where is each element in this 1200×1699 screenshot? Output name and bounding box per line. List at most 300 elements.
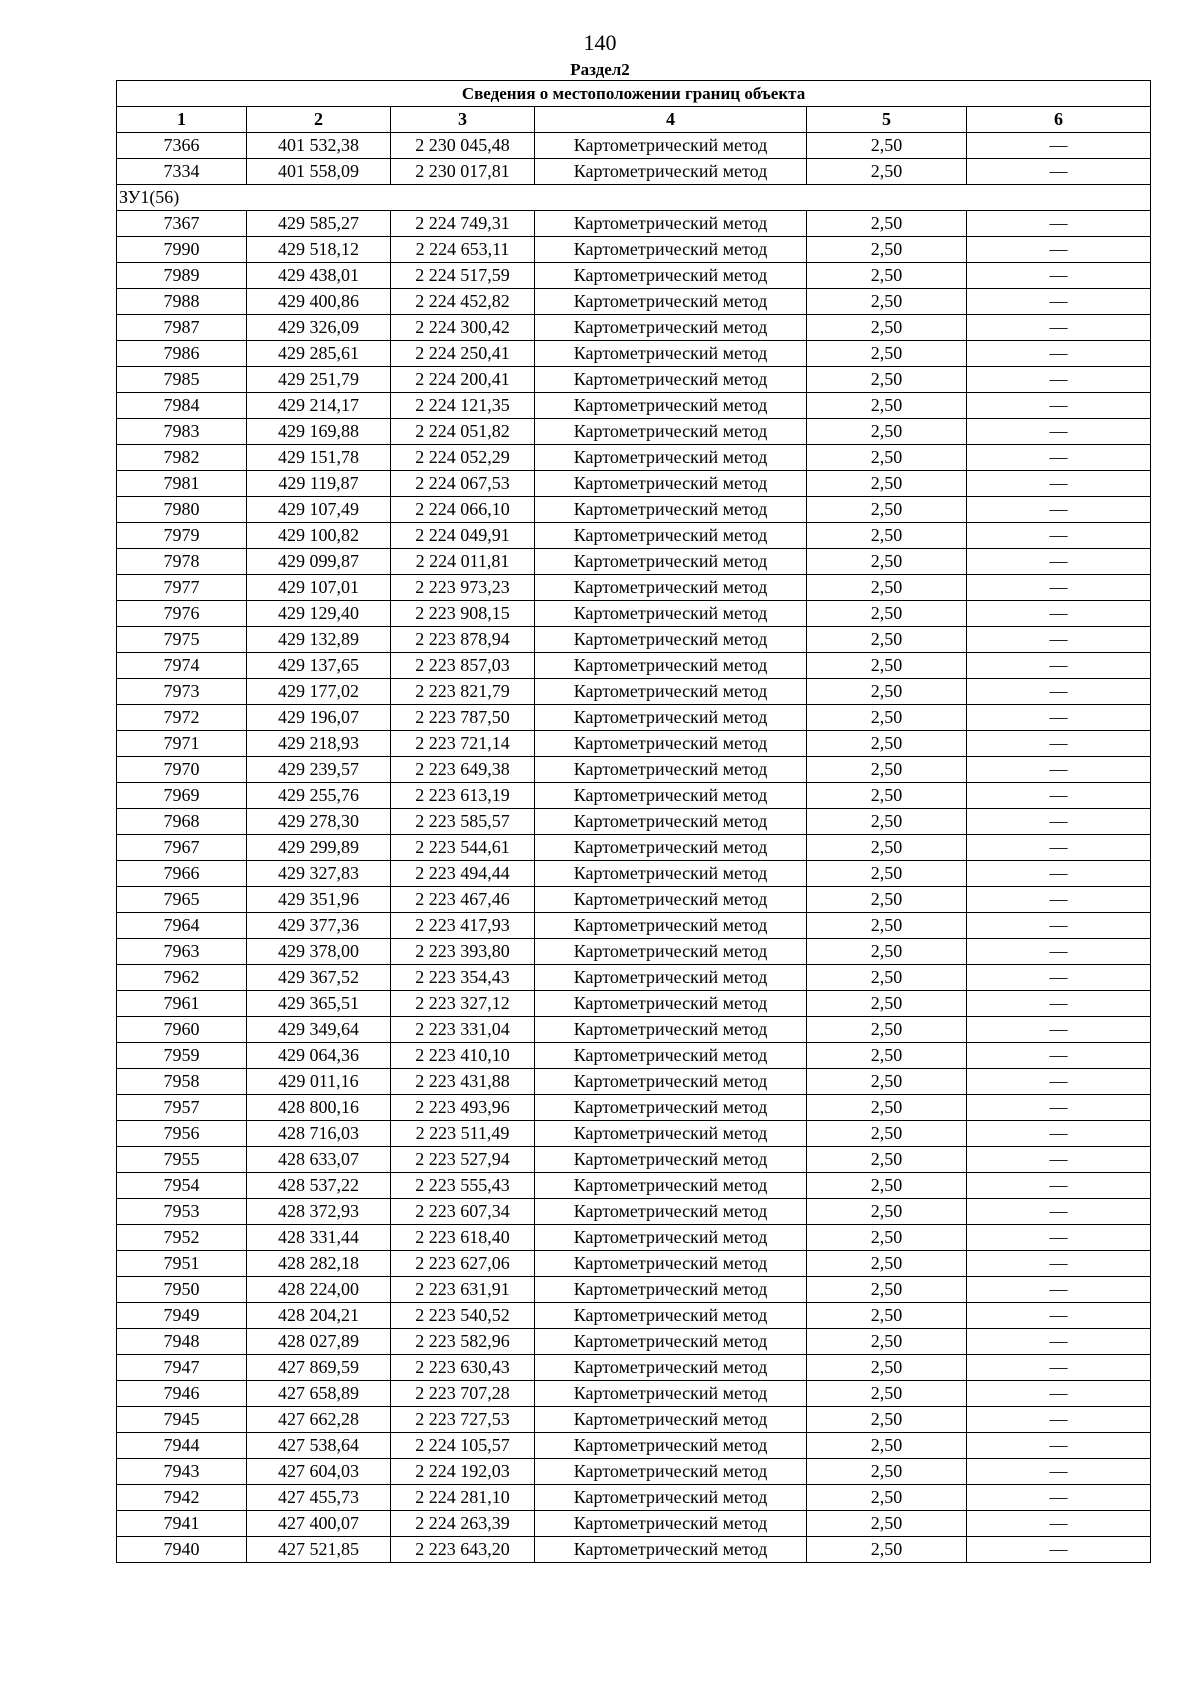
table-row: [117, 809, 1151, 835]
table-cell: Картометрический метод: [535, 809, 807, 835]
table-cell: —: [967, 445, 1151, 471]
table-cell: 429 218,93: [247, 731, 391, 757]
table-cell: 429 239,57: [247, 757, 391, 783]
table-cell: 2,50: [807, 419, 967, 445]
table-cell: 429 255,76: [247, 783, 391, 809]
table-cell: Картометрический метод: [535, 159, 807, 185]
table-cell: Картометрический метод: [535, 1329, 807, 1355]
table-cell: —: [967, 1225, 1151, 1251]
table-cell: —: [967, 1095, 1151, 1121]
table-cell: Картометрический метод: [535, 783, 807, 809]
table-cell: 2 223 727,53: [391, 1407, 535, 1433]
table-cell: Картометрический метод: [535, 1121, 807, 1147]
column-header-row: [117, 107, 1151, 133]
table-cell: —: [967, 393, 1151, 419]
table-cell: 429 137,65: [247, 653, 391, 679]
table-cell: —: [967, 679, 1151, 705]
table-cell: 2,50: [807, 1537, 967, 1563]
table-cell: 2,50: [807, 1277, 967, 1303]
table-cell: Картометрический метод: [535, 913, 807, 939]
table-cell: —: [967, 1459, 1151, 1485]
page-number: 140: [583, 30, 617, 55]
table-cell: 7946: [117, 1381, 247, 1407]
table-cell: 429 100,82: [247, 523, 391, 549]
group-rows: [117, 211, 1151, 1563]
table-cell: —: [967, 991, 1151, 1017]
table-cell: 7948: [117, 1329, 247, 1355]
table-row: [117, 393, 1151, 419]
table-row: [117, 1251, 1151, 1277]
table-cell: —: [967, 1407, 1151, 1433]
table-cell: 429 365,51: [247, 991, 391, 1017]
table-cell: 2,50: [807, 393, 967, 419]
table-cell: 7952: [117, 1225, 247, 1251]
column-header: 2: [247, 107, 391, 133]
table-cell: 7956: [117, 1121, 247, 1147]
table-cell: Картометрический метод: [535, 575, 807, 601]
table-cell: 2 223 707,28: [391, 1381, 535, 1407]
table-cell: 7944: [117, 1433, 247, 1459]
table-cell: —: [967, 1121, 1151, 1147]
table-cell: 2 224 066,10: [391, 497, 535, 523]
table-cell: 401 532,38: [247, 133, 391, 159]
table-row: [117, 1329, 1151, 1355]
table-cell: Картометрический метод: [535, 237, 807, 263]
table-cell: 2 223 585,57: [391, 809, 535, 835]
table-cell: 428 372,93: [247, 1199, 391, 1225]
table-row: [117, 575, 1151, 601]
boundary-coordinates-table: [116, 80, 1151, 1563]
table-cell: Картометрический метод: [535, 341, 807, 367]
table-cell: 2,50: [807, 887, 967, 913]
table-cell: Картометрический метод: [535, 549, 807, 575]
table-cell: 2,50: [807, 965, 967, 991]
top-rows: [117, 133, 1151, 185]
table-cell: —: [967, 159, 1151, 185]
table-row: [117, 471, 1151, 497]
table-cell: 7334: [117, 159, 247, 185]
table-cell: 429 011,16: [247, 1069, 391, 1095]
table-cell: 427 658,89: [247, 1381, 391, 1407]
table-cell: —: [967, 237, 1151, 263]
table-cell: 2,50: [807, 1069, 967, 1095]
table-cell: 2 224 051,82: [391, 419, 535, 445]
table-cell: 2,50: [807, 237, 967, 263]
table-cell: 429 327,83: [247, 861, 391, 887]
group-label: ЗУ1(56): [117, 185, 1151, 211]
table-cell: —: [967, 1355, 1151, 1381]
table-cell: —: [967, 653, 1151, 679]
table-row: [117, 1407, 1151, 1433]
table-cell: 2,50: [807, 627, 967, 653]
table-cell: —: [967, 575, 1151, 601]
table-cell: 2 224 452,82: [391, 289, 535, 315]
table-cell: Картометрический метод: [535, 1199, 807, 1225]
table-cell: —: [967, 1303, 1151, 1329]
table-cell: 2 223 527,94: [391, 1147, 535, 1173]
table-cell: 429 107,49: [247, 497, 391, 523]
table-cell: Картометрический метод: [535, 835, 807, 861]
table-row: [117, 887, 1151, 913]
table-cell: 2,50: [807, 367, 967, 393]
table-cell: 2 224 067,53: [391, 471, 535, 497]
table-row: [117, 263, 1151, 289]
table-row: [117, 991, 1151, 1017]
table-cell: 2,50: [807, 705, 967, 731]
table-row: [117, 1017, 1151, 1043]
table-cell: —: [967, 1199, 1151, 1225]
table-row: [117, 627, 1151, 653]
table-cell: 7367: [117, 211, 247, 237]
table-row: [117, 367, 1151, 393]
table-cell: Картометрический метод: [535, 133, 807, 159]
table-cell: Картометрический метод: [535, 445, 807, 471]
table-cell: 7950: [117, 1277, 247, 1303]
table-cell: —: [967, 887, 1151, 913]
table-cell: 2,50: [807, 679, 967, 705]
table-cell: 7366: [117, 133, 247, 159]
table-row: [117, 1537, 1151, 1563]
table-cell: 429 169,88: [247, 419, 391, 445]
group-row: [117, 185, 1151, 211]
table-cell: 2 223 431,88: [391, 1069, 535, 1095]
table-row: [117, 497, 1151, 523]
table-row: [117, 939, 1151, 965]
table-cell: 2,50: [807, 289, 967, 315]
table-cell: Картометрический метод: [535, 1381, 807, 1407]
table-cell: Картометрический метод: [535, 757, 807, 783]
table-cell: —: [967, 1485, 1151, 1511]
table-cell: —: [967, 497, 1151, 523]
table-cell: 7978: [117, 549, 247, 575]
table-cell: 429 278,30: [247, 809, 391, 835]
table-cell: 2 223 973,23: [391, 575, 535, 601]
table-cell: —: [967, 263, 1151, 289]
table-cell: 429 099,87: [247, 549, 391, 575]
column-header: 5: [807, 107, 967, 133]
table-row: [117, 601, 1151, 627]
table-cell: Картометрический метод: [535, 1485, 807, 1511]
table-row: [117, 731, 1151, 757]
table-row: [117, 1433, 1151, 1459]
table-cell: —: [967, 1329, 1151, 1355]
table-cell: 7967: [117, 835, 247, 861]
table-cell: 7968: [117, 809, 247, 835]
table-row: [117, 159, 1151, 185]
table-cell: 2 223 544,61: [391, 835, 535, 861]
table-cell: Картометрический метод: [535, 705, 807, 731]
table-cell: 427 662,28: [247, 1407, 391, 1433]
table-cell: 427 604,03: [247, 1459, 391, 1485]
table-cell: —: [967, 913, 1151, 939]
table-cell: Картометрический метод: [535, 1303, 807, 1329]
table-cell: Картометрический метод: [535, 1147, 807, 1173]
table-row: [117, 913, 1151, 939]
table-cell: 7958: [117, 1069, 247, 1095]
table-cell: —: [967, 861, 1151, 887]
table-row: [117, 1121, 1151, 1147]
table-cell: —: [967, 523, 1151, 549]
table-cell: Картометрический метод: [535, 471, 807, 497]
table-row: [117, 1485, 1151, 1511]
table-cell: 7953: [117, 1199, 247, 1225]
table-cell: 2 224 192,03: [391, 1459, 535, 1485]
table-cell: Картометрический метод: [535, 627, 807, 653]
table-cell: 7965: [117, 887, 247, 913]
table-row: [117, 211, 1151, 237]
table-cell: 2,50: [807, 575, 967, 601]
table-cell: 428 331,44: [247, 1225, 391, 1251]
table-cell: —: [967, 627, 1151, 653]
table-cell: 2 223 540,52: [391, 1303, 535, 1329]
table-cell: —: [967, 1173, 1151, 1199]
table-cell: 7974: [117, 653, 247, 679]
table-cell: 427 455,73: [247, 1485, 391, 1511]
table-cell: 2,50: [807, 1017, 967, 1043]
table-cell: 2 223 511,49: [391, 1121, 535, 1147]
table-cell: 2,50: [807, 1485, 967, 1511]
table-cell: 2,50: [807, 1511, 967, 1537]
table-cell: —: [967, 1433, 1151, 1459]
table-cell: 7959: [117, 1043, 247, 1069]
table-row: [117, 1303, 1151, 1329]
table-cell: 429 326,09: [247, 315, 391, 341]
table-cell: 7949: [117, 1303, 247, 1329]
table-cell: 2,50: [807, 1355, 967, 1381]
table-cell: 429 518,12: [247, 237, 391, 263]
table-cell: Картометрический метод: [535, 991, 807, 1017]
column-header: 1: [117, 107, 247, 133]
table-row: [117, 237, 1151, 263]
table-cell: 2 223 618,40: [391, 1225, 535, 1251]
table-cell: 2 224 263,39: [391, 1511, 535, 1537]
table-cell: 429 585,27: [247, 211, 391, 237]
table-row: [117, 1355, 1151, 1381]
table-cell: 2,50: [807, 1199, 967, 1225]
table-cell: —: [967, 289, 1151, 315]
column-header: 4: [535, 107, 807, 133]
table-cell: —: [967, 1069, 1151, 1095]
table-cell: 2 224 300,42: [391, 315, 535, 341]
table-cell: 427 400,07: [247, 1511, 391, 1537]
table-cell: 429 064,36: [247, 1043, 391, 1069]
table-cell: Картометрический метод: [535, 1095, 807, 1121]
table-cell: Картометрический метод: [535, 861, 807, 887]
table-cell: 428 282,18: [247, 1251, 391, 1277]
table-cell: 7961: [117, 991, 247, 1017]
table-cell: Картометрический метод: [535, 263, 807, 289]
table-cell: 429 349,64: [247, 1017, 391, 1043]
table-cell: 2 223 331,04: [391, 1017, 535, 1043]
table-cell: 2,50: [807, 1433, 967, 1459]
table-cell: 2 223 393,80: [391, 939, 535, 965]
table-cell: Картометрический метод: [535, 731, 807, 757]
table-cell: 429 438,01: [247, 263, 391, 289]
table-cell: 7954: [117, 1173, 247, 1199]
table-cell: 7962: [117, 965, 247, 991]
table-cell: Картометрический метод: [535, 1069, 807, 1095]
table-cell: 2,50: [807, 1043, 967, 1069]
table-cell: Картометрический метод: [535, 965, 807, 991]
table-cell: 7982: [117, 445, 247, 471]
table-cell: 2 223 721,14: [391, 731, 535, 757]
table-cell: 2 223 627,06: [391, 1251, 535, 1277]
table-cell: 2 223 607,34: [391, 1199, 535, 1225]
table-cell: Картометрический метод: [535, 1511, 807, 1537]
table-cell: Картометрический метод: [535, 1225, 807, 1251]
table-cell: 2,50: [807, 939, 967, 965]
table-cell: 429 378,00: [247, 939, 391, 965]
table-cell: Картометрический метод: [535, 315, 807, 341]
table-cell: 7941: [117, 1511, 247, 1537]
table-cell: 7940: [117, 1537, 247, 1563]
column-header: 3: [391, 107, 535, 133]
table-cell: 2,50: [807, 523, 967, 549]
table-cell: 7966: [117, 861, 247, 887]
table-cell: 2,50: [807, 1147, 967, 1173]
table-cell: 428 537,22: [247, 1173, 391, 1199]
table-row: [117, 757, 1151, 783]
table-cell: 429 251,79: [247, 367, 391, 393]
table-cell: Картометрический метод: [535, 1407, 807, 1433]
table-cell: 2 223 467,46: [391, 887, 535, 913]
table-cell: 429 177,02: [247, 679, 391, 705]
table-cell: 429 351,96: [247, 887, 391, 913]
table-cell: —: [967, 1381, 1151, 1407]
table-cell: 7969: [117, 783, 247, 809]
table-cell: 7971: [117, 731, 247, 757]
table-row: [117, 315, 1151, 341]
table-cell: 2 224 749,31: [391, 211, 535, 237]
table-cell: 2 223 613,19: [391, 783, 535, 809]
table-cell: Картометрический метод: [535, 211, 807, 237]
table-cell: 427 869,59: [247, 1355, 391, 1381]
table-cell: 2,50: [807, 783, 967, 809]
table-row: [117, 835, 1151, 861]
table-cell: 429 151,78: [247, 445, 391, 471]
table-cell: 2,50: [807, 1095, 967, 1121]
table-cell: Картометрический метод: [535, 653, 807, 679]
table-cell: Картометрический метод: [535, 419, 807, 445]
table-cell: 428 224,00: [247, 1277, 391, 1303]
table-cell: —: [967, 1511, 1151, 1537]
table-cell: 2,50: [807, 133, 967, 159]
table-cell: 7951: [117, 1251, 247, 1277]
table-row: [117, 133, 1151, 159]
table-cell: 7945: [117, 1407, 247, 1433]
table-cell: 7947: [117, 1355, 247, 1381]
table-cell: —: [967, 133, 1151, 159]
table-cell: —: [967, 1147, 1151, 1173]
table-cell: —: [967, 1251, 1151, 1277]
table-row: [117, 1381, 1151, 1407]
table-cell: 7963: [117, 939, 247, 965]
table-cell: Картометрический метод: [535, 289, 807, 315]
table-cell: 2 223 787,50: [391, 705, 535, 731]
table-cell: 2 223 630,43: [391, 1355, 535, 1381]
table-cell: 2 223 821,79: [391, 679, 535, 705]
table-row: [117, 1277, 1151, 1303]
table-cell: Картометрический метод: [535, 1355, 807, 1381]
table-cell: 2,50: [807, 1225, 967, 1251]
table-cell: Картометрический метод: [535, 497, 807, 523]
table-cell: Картометрический метод: [535, 1277, 807, 1303]
table-cell: 2,50: [807, 497, 967, 523]
group-row-section: [117, 185, 1151, 211]
table-cell: 2 223 417,93: [391, 913, 535, 939]
table-cell: 429 377,36: [247, 913, 391, 939]
table-row: [117, 1095, 1151, 1121]
table-row: [117, 445, 1151, 471]
table-cell: 7979: [117, 523, 247, 549]
table-cell: 428 027,89: [247, 1329, 391, 1355]
table-cell: Картометрический метод: [535, 367, 807, 393]
table-cell: 7972: [117, 705, 247, 731]
table-cell: 7973: [117, 679, 247, 705]
table-cell: 7987: [117, 315, 247, 341]
table-cell: —: [967, 471, 1151, 497]
table-cell: 2 224 517,59: [391, 263, 535, 289]
table-cell: —: [967, 1017, 1151, 1043]
table-cell: 2 224 105,57: [391, 1433, 535, 1459]
table-cell: 2,50: [807, 601, 967, 627]
table-cell: —: [967, 419, 1151, 445]
table-row: [117, 653, 1151, 679]
table-cell: 7943: [117, 1459, 247, 1485]
table-cell: 2 224 121,35: [391, 393, 535, 419]
table-row: [117, 419, 1151, 445]
table-cell: 7983: [117, 419, 247, 445]
table-cell: 2,50: [807, 1303, 967, 1329]
table-cell: 7977: [117, 575, 247, 601]
table-cell: Картометрический метод: [535, 601, 807, 627]
table-row: [117, 523, 1151, 549]
table-cell: 2,50: [807, 211, 967, 237]
table-cell: 2 223 494,44: [391, 861, 535, 887]
table-cell: 429 400,86: [247, 289, 391, 315]
table-cell: Картометрический метод: [535, 393, 807, 419]
table-cell: 7981: [117, 471, 247, 497]
table-cell: 2 224 011,81: [391, 549, 535, 575]
table-cell: —: [967, 1537, 1151, 1563]
table-cell: Картометрический метод: [535, 1173, 807, 1199]
table-cell: 427 538,64: [247, 1433, 391, 1459]
table-cell: 2 223 327,12: [391, 991, 535, 1017]
column-header: 6: [967, 107, 1151, 133]
table-cell: 2 224 281,10: [391, 1485, 535, 1511]
table-cell: 2 223 555,43: [391, 1173, 535, 1199]
table-cell: 2,50: [807, 991, 967, 1017]
table-cell: Картометрический метод: [535, 1251, 807, 1277]
table-cell: —: [967, 1277, 1151, 1303]
table-cell: 429 285,61: [247, 341, 391, 367]
table-cell: 2,50: [807, 731, 967, 757]
table-cell: 2 224 052,29: [391, 445, 535, 471]
table-cell: 2,50: [807, 861, 967, 887]
table-cell: 2,50: [807, 1173, 967, 1199]
table-cell: 429 107,01: [247, 575, 391, 601]
table-cell: 2,50: [807, 1121, 967, 1147]
table-cell: 2,50: [807, 653, 967, 679]
table-cell: 7989: [117, 263, 247, 289]
table-cell: 428 716,03: [247, 1121, 391, 1147]
table-cell: 7955: [117, 1147, 247, 1173]
table-cell: 2 224 049,91: [391, 523, 535, 549]
table-cell: 2 223 582,96: [391, 1329, 535, 1355]
table-cell: 7957: [117, 1095, 247, 1121]
table-row: [117, 1069, 1151, 1095]
table-row: [117, 1147, 1151, 1173]
